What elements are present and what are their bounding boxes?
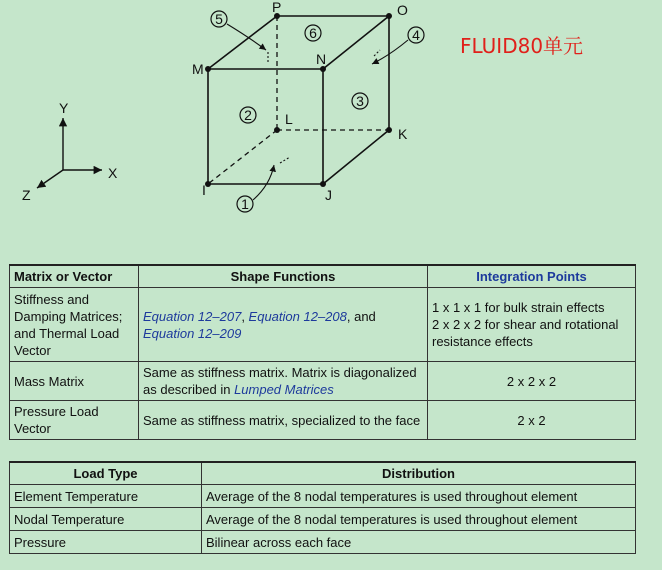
- face-2-marker: [240, 107, 256, 123]
- integration-points-cell: 2 x 2 x 2: [428, 362, 636, 401]
- distribution-cell: Bilinear across each face: [202, 531, 636, 554]
- nodes: [205, 13, 392, 187]
- integration-line: 2 x 2 x 2 for shear and rotational resistance effects: [432, 317, 619, 349]
- distribution-cell: Average of the 8 nodal temperatures is used throughout element: [202, 508, 636, 531]
- header-matrix-or-vector: Matrix or Vector: [10, 265, 139, 288]
- equation-link[interactable]: Equation 12–208: [248, 308, 347, 324]
- load-type-cell: Pressure: [10, 531, 202, 554]
- shape-functions-cell: [139, 288, 428, 362]
- integration-points-cell: 2 x 2: [428, 401, 636, 440]
- node-label-l: L: [285, 111, 293, 127]
- lumped-matrices-link[interactable]: Lumped Matrices: [234, 382, 334, 397]
- link-separator: ,: [241, 308, 249, 324]
- equation-link[interactable]: Equation 12–209: [143, 325, 242, 341]
- node-label-i: I: [202, 182, 206, 198]
- face-1-marker: [237, 196, 253, 212]
- header-load-type: Load Type: [10, 462, 202, 485]
- distribution-cell: Average of the 8 nodal temperatures is used throughout element: [202, 485, 636, 508]
- face-1-number: 1: [241, 196, 249, 212]
- table-header-row: [10, 462, 636, 485]
- table-row: [10, 508, 636, 531]
- table-row: [10, 362, 636, 401]
- axis-label-y: Y: [59, 100, 69, 116]
- node-label-j: J: [325, 187, 332, 203]
- node-label-k: K: [398, 126, 408, 142]
- face-2-number: 2: [244, 107, 252, 123]
- shape-functions-cell: Same as stiffness matrix, specialized to the face: [139, 401, 428, 440]
- load-type-cell: Nodal Temperature: [10, 508, 202, 531]
- row-name: Stiffness and Damping Matrices; and Thermal Load Vector: [10, 288, 139, 362]
- link-separator: , and: [346, 308, 376, 324]
- row-name: Pressure Load Vector: [10, 401, 139, 440]
- axis-triad: [37, 118, 102, 188]
- header-distribution: Distribution: [202, 462, 636, 485]
- face-3-number: 3: [356, 93, 364, 109]
- table-row: [10, 401, 636, 440]
- shape-text: Same as stiffness matrix. Matrix is diagonalized as described in: [143, 365, 417, 397]
- shape-functions-cell: [139, 362, 428, 401]
- node-label-p: P: [272, 0, 282, 15]
- table-row: [10, 485, 636, 508]
- face-3-marker: [352, 93, 368, 109]
- table-header-row: [10, 265, 636, 288]
- face-6-number: 6: [309, 25, 317, 41]
- load-distribution-table: [9, 461, 636, 554]
- load-type-cell: Element Temperature: [10, 485, 202, 508]
- integration-line: 1 x 1 x 1 for bulk strain effects: [432, 300, 605, 315]
- face-5-marker: [211, 11, 227, 27]
- integration-points-cell: [428, 288, 636, 362]
- face-4-marker: [408, 27, 424, 43]
- face-4-number: 4: [412, 27, 420, 43]
- axis-label-x: X: [108, 165, 118, 181]
- face-6-marker: [305, 25, 321, 41]
- header-shape-functions: Shape Functions: [139, 265, 428, 288]
- face-5-number: 5: [215, 11, 223, 27]
- row-name: Mass Matrix: [10, 362, 139, 401]
- equation-link[interactable]: Equation 12–207: [143, 308, 242, 324]
- table-row: [10, 288, 636, 362]
- node-label-m: M: [192, 61, 204, 77]
- node-label-o: O: [397, 2, 408, 18]
- table-row: [10, 531, 636, 554]
- element-title: FLUID80单元: [460, 34, 584, 58]
- header-integration-points[interactable]: Integration Points: [428, 265, 636, 288]
- axis-label-z: Z: [22, 187, 31, 203]
- integration-points-table: [9, 264, 636, 440]
- node-label-n: N: [316, 51, 327, 67]
